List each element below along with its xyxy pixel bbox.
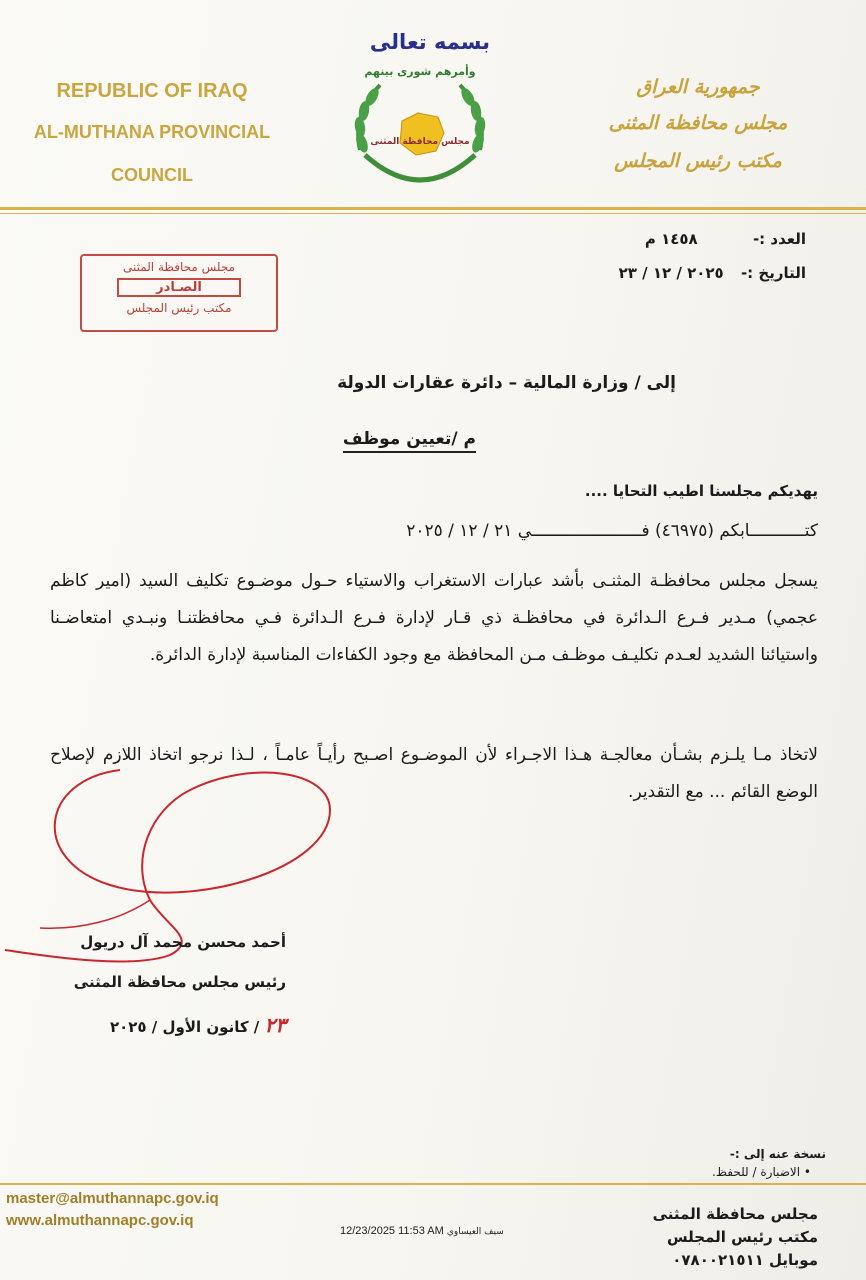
footer-divider	[0, 1183, 866, 1185]
reference-date-label: التاريخ :-	[740, 264, 806, 282]
copy-to-heading: نسخة عنه إلى :-	[729, 1147, 826, 1161]
print-timestamp-note: سيف العيساوي	[446, 1227, 504, 1237]
outgoing-stamp	[80, 254, 278, 332]
stamp-line-3: مكتب رئيس المجلس	[126, 301, 232, 315]
header-divider	[0, 207, 866, 210]
print-timestamp-value: 12/23/2025 11:53 AM	[340, 1225, 444, 1237]
header-divider-thin	[0, 213, 866, 214]
emblem-verse: وأمرهم شورى بينهم	[364, 65, 476, 78]
body-paragraph-1: يسجل مجلس محافظـة المثنـى بأشد عبارات الاستغراب والاستياء حـول موضـوع تكليف السيد (امير كاظم عجمي) مـدير فـرع الـدائرة في محافظـة ذي قـار لإدارة فـرع الـدائرة فـي محافظتنـا ونبـدي امتعاضـنا واستيائنا الشديد لعـدم تكليـف موظـف مـن المحافظة مع وجود الكفاءات المناسبة لإدارة الدائرة.	[50, 571, 818, 665]
footer-website[interactable]: www.almuthannapc.gov.iq	[6, 1212, 194, 1229]
header-english-line-2: AL-MUTHANA PROVINCIAL	[33, 122, 271, 142]
header-arabic-line-2: مجلس محافظة المثنى	[608, 112, 788, 134]
signatory-name: أحمد محسن محمد آل دريول	[80, 933, 286, 951]
stamp-box: الصـادر	[117, 278, 241, 297]
reference-date-value: ٢٠٢٥ / ١٢ / ٢٣	[618, 264, 724, 282]
footer-office: مكتب رئيس المجلس	[666, 1228, 818, 1246]
letter-subject: م /تعيين موظف	[343, 429, 476, 453]
reference-line: كتـــــــــــابكم (٤٦٩٧٥) فــــــــــــــــــــــي ٢١ / ١٢ / ٢٠٢٥	[406, 521, 818, 541]
basmala: بسمه تعالى	[369, 30, 491, 54]
addressee: إلى / وزارة المالية – دائرة عقارات الدولة	[337, 373, 676, 393]
copy-to-item: • الاضبارة / للحفظ.	[712, 1165, 811, 1179]
print-timestamp	[340, 1225, 504, 1237]
header-arabic-line-3: مكتب رئيس المجلس	[614, 150, 782, 172]
header-english-line-1: REPUBLIC OF IRAQ	[56, 80, 248, 102]
header-english-line-3: COUNCIL	[111, 165, 193, 185]
signatory-title: رئيس مجلس محافظة المثنى	[73, 973, 286, 991]
council-emblem	[340, 55, 500, 205]
stamp-line-1: مجلس محافظة المثنى	[122, 260, 236, 274]
footer-mobile: موبايل ٠٧٨٠٠٢١٥١١	[672, 1251, 818, 1269]
reference-date	[619, 264, 806, 282]
footer-org: مجلس محافظة المثنى	[652, 1205, 818, 1223]
reference-number	[645, 230, 806, 248]
footer-email[interactable]: master@almuthannapc.gov.iq	[6, 1190, 219, 1207]
greeting: يهديكم مجلسنا اطيب التحايا ....	[584, 482, 818, 500]
signature-date	[110, 1013, 286, 1037]
reference-number-value: ١٤٥٨ م	[644, 230, 698, 248]
header-arabic-line-1: جمهورية العراق	[636, 76, 760, 98]
body-paragraph-2: لاتخاذ مـا يلـزم بشـأن معالجـة هـذا الاجـراء لأن الموضـوع اصـبح رأيـاً عامـاً ، لـذا نرجو اتخاذ اللازم لإصلاح الوضع القائم ... مع التقدير.	[50, 745, 818, 802]
reference-number-label: العدد :-	[752, 230, 806, 248]
emblem-label: مجلس محافظة المثنى	[370, 137, 470, 147]
signature-day-handwritten: ٢٣	[264, 1013, 286, 1037]
signature-date-text: / كانون الأول / ٢٠٢٥	[109, 1018, 260, 1036]
